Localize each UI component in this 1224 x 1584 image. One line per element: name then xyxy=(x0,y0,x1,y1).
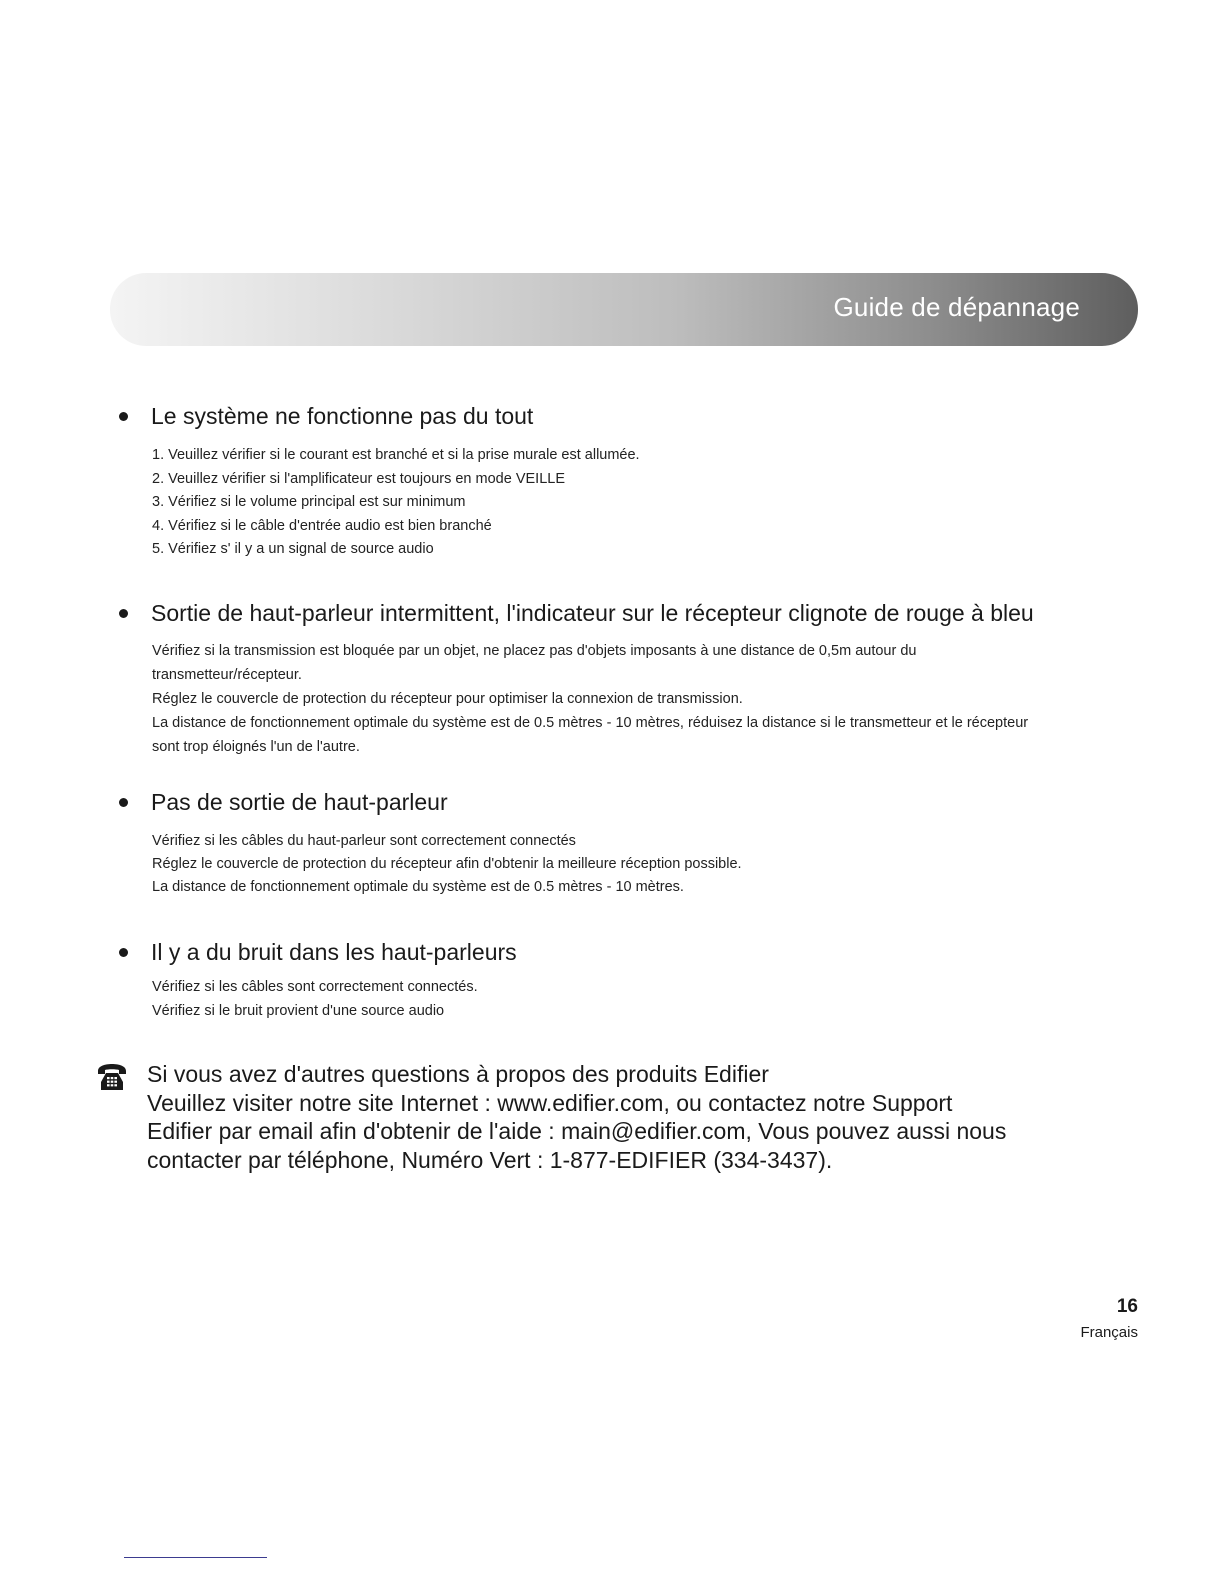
body-line: sont trop éloignés l'un de l'autre. xyxy=(152,739,360,755)
section-body xyxy=(152,975,517,1023)
contact-line: Veuillez visiter notre site Internet : www.edifier.com, ou contactez notre Support xyxy=(147,1089,953,1116)
body-line: Réglez le couvercle de protection du récepteur afin d'obtenir la meilleure réception possible. xyxy=(152,856,742,872)
body-line: 1. Veuillez vérifier si le courant est branché et si la prise murale est allumée. xyxy=(152,447,640,463)
troubleshoot-section-intermittent xyxy=(115,599,1112,759)
section-heading: Sortie de haut-parleur intermittent, l'indicateur sur le récepteur clignote de rouge à bleu xyxy=(115,599,1112,627)
section-heading: Pas de sortie de haut-parleur xyxy=(115,788,742,816)
body-line: Vérifiez si la transmission est bloquée par un objet, ne placez pas d'objets imposants à une distance de 0,5m autour du xyxy=(152,643,917,659)
body-line: 4. Vérifiez si le câble d'entrée audio est bien branché xyxy=(152,517,492,534)
body-line: 2. Veuillez vérifier si l'amplificateur est toujours en mode VEILLE xyxy=(152,470,565,487)
body-line: La distance de fonctionnement optimale du système est de 0.5 mètres - 10 mètres. xyxy=(152,879,684,895)
page-language: Français xyxy=(1080,1324,1138,1341)
troubleshoot-section-noise xyxy=(115,938,517,1023)
body-line: transmetteur/récepteur. xyxy=(152,667,302,683)
body-line: Vérifiez si les câbles du haut-parleur sont correctement connectés xyxy=(152,833,576,849)
section-heading: Il y a du bruit dans les haut-parleurs xyxy=(115,938,517,966)
footnote-divider xyxy=(124,1557,267,1558)
contact-text xyxy=(147,1060,1076,1174)
contact-line: Edifier par email afin d'obtenir de l'aide : main@edifier.com, Vous pouvez aussi nous xyxy=(147,1118,1007,1144)
section-body xyxy=(152,639,1112,759)
troubleshoot-section-no-output xyxy=(115,788,742,899)
contact-info xyxy=(96,1060,1076,1174)
body-line: 3. Vérifiez si le volume principal est sur minimum xyxy=(152,494,466,511)
contact-line: Si vous avez d'autres questions à propos des produits Edifier xyxy=(147,1061,769,1087)
section-heading: Le système ne fonctionne pas du tout xyxy=(115,402,640,430)
page-number: 16 xyxy=(1116,1296,1138,1317)
bullet-icon xyxy=(119,412,128,421)
contact-line: contacter par téléphone, Numéro Vert : 1-877-EDIFIER (334-3437). xyxy=(147,1146,833,1173)
body-line: Réglez le couvercle de protection du récepteur pour optimiser la connexion de transmission. xyxy=(152,691,743,707)
page-title: Guide de dépannage xyxy=(833,292,1080,322)
section-body xyxy=(152,444,640,562)
bullet-icon xyxy=(119,609,128,618)
section-title-banner xyxy=(110,273,1138,346)
body-line: 5. Vérifiez s' il y a un signal de source audio xyxy=(152,541,434,558)
telephone-icon xyxy=(96,1062,128,1092)
body-line: Vérifiez si le bruit provient d'une source audio xyxy=(152,1003,445,1019)
troubleshoot-section-no-function xyxy=(115,402,640,562)
bullet-icon xyxy=(119,948,128,957)
body-line: La distance de fonctionnement optimale du système est de 0.5 mètres - 10 mètres, réduisez la distance si le transmetteur et le récepteur xyxy=(152,715,1029,731)
bullet-icon xyxy=(119,798,128,807)
section-body xyxy=(152,830,742,899)
body-line: Vérifiez si les câbles sont correctement connectés. xyxy=(152,979,478,995)
